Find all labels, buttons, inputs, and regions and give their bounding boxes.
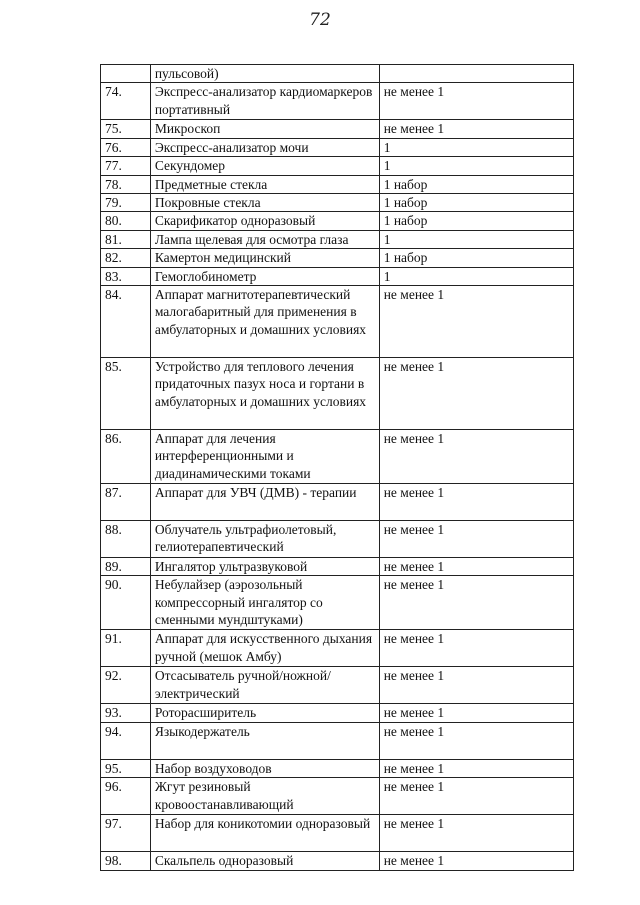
equipment-name: Камертон медицинский	[150, 249, 379, 267]
equipment-quantity: 1 набор	[379, 175, 573, 193]
row-number: 77.	[101, 157, 151, 175]
row-number: 85.	[101, 358, 151, 430]
equipment-quantity: 1	[379, 267, 573, 285]
equipment-name: Устройство для теплового лечения придаточных пазух носа и гортани в амбулаторных и домашних условиях	[150, 358, 379, 430]
table-row	[101, 194, 574, 212]
equipment-name: Отсасыватель ручной/ножной/электрический	[150, 667, 379, 704]
equipment-quantity: не менее 1	[379, 667, 573, 704]
row-number: 79.	[101, 194, 151, 212]
equipment-quantity: не менее 1	[379, 430, 573, 484]
row-number: 82.	[101, 249, 151, 267]
row-number: 86.	[101, 430, 151, 484]
row-number: 76.	[101, 138, 151, 156]
equipment-name: Небулайзер (аэрозольный компрессорный ингалятор со сменными мундштуками)	[150, 576, 379, 630]
row-number: 94.	[101, 722, 151, 759]
equipment-quantity: не менее 1	[379, 815, 573, 852]
row-number: 93.	[101, 704, 151, 722]
table-row	[101, 521, 574, 558]
table-row	[101, 722, 574, 759]
table-row	[101, 759, 574, 777]
equipment-name: Аппарат для искусственного дыхания ручной (мешок Амбу)	[150, 630, 379, 667]
table-row	[101, 358, 574, 430]
equipment-quantity: не менее 1	[379, 630, 573, 667]
equipment-table-body	[101, 65, 574, 871]
row-number: 84.	[101, 286, 151, 358]
table-row	[101, 157, 574, 175]
table-row	[101, 576, 574, 630]
equipment-name: Предметные стекла	[150, 175, 379, 193]
table-row	[101, 430, 574, 484]
equipment-quantity: не менее 1	[379, 286, 573, 358]
table-row	[101, 212, 574, 230]
equipment-quantity: не менее 1	[379, 704, 573, 722]
equipment-name: Экспресс-анализатор кардиомаркеров портативный	[150, 83, 379, 120]
row-number: 95.	[101, 759, 151, 777]
table-row	[101, 630, 574, 667]
equipment-name: Микроскоп	[150, 120, 379, 138]
equipment-quantity: не менее 1	[379, 521, 573, 558]
equipment-quantity	[379, 65, 573, 83]
equipment-name: Набор для коникотомии одноразовый	[150, 815, 379, 852]
row-number: 78.	[101, 175, 151, 193]
equipment-quantity: не менее 1	[379, 576, 573, 630]
equipment-quantity: не менее 1	[379, 852, 573, 870]
table-row	[101, 230, 574, 248]
equipment-quantity: не менее 1	[379, 722, 573, 759]
equipment-quantity: 1 набор	[379, 249, 573, 267]
row-number: 89.	[101, 558, 151, 576]
equipment-quantity: не менее 1	[379, 778, 573, 815]
table-row	[101, 286, 574, 358]
equipment-quantity: не менее 1	[379, 558, 573, 576]
table-row	[101, 484, 574, 521]
table-row	[101, 778, 574, 815]
table-row	[101, 815, 574, 852]
equipment-quantity: не менее 1	[379, 120, 573, 138]
equipment-quantity: 1	[379, 138, 573, 156]
equipment-name: Секундомер	[150, 157, 379, 175]
equipment-quantity: 1 набор	[379, 194, 573, 212]
equipment-name: Языкодержатель	[150, 722, 379, 759]
row-number: 83.	[101, 267, 151, 285]
equipment-name: Скальпель одноразовый	[150, 852, 379, 870]
table-row	[101, 558, 574, 576]
row-number: 90.	[101, 576, 151, 630]
equipment-name: Ингалятор ультразвуковой	[150, 558, 379, 576]
equipment-quantity: 1	[379, 230, 573, 248]
table-row	[101, 83, 574, 120]
row-number: 91.	[101, 630, 151, 667]
table-row	[101, 852, 574, 870]
table-row	[101, 175, 574, 193]
equipment-name: Аппарат магнитотерапевтический малогабаритный для применения в амбулаторных и домашних условиях	[150, 286, 379, 358]
equipment-name: Покровные стекла	[150, 194, 379, 212]
equipment-name: Аппарат для лечения интерференционными и диадинамическими токами	[150, 430, 379, 484]
row-number: 96.	[101, 778, 151, 815]
row-number: 81.	[101, 230, 151, 248]
row-number: 75.	[101, 120, 151, 138]
equipment-name: Лампа щелевая для осмотра глаза	[150, 230, 379, 248]
table-row	[101, 138, 574, 156]
equipment-quantity: 1 набор	[379, 212, 573, 230]
page-number: 72	[309, 10, 331, 30]
equipment-quantity: не менее 1	[379, 358, 573, 430]
equipment-name: Аппарат для УВЧ (ДМВ) - терапии	[150, 484, 379, 521]
table-row	[101, 667, 574, 704]
row-number: 74.	[101, 83, 151, 120]
row-number: 92.	[101, 667, 151, 704]
table-row	[101, 267, 574, 285]
row-number: 97.	[101, 815, 151, 852]
equipment-name: Роторасширитель	[150, 704, 379, 722]
equipment-quantity: не менее 1	[379, 759, 573, 777]
table-row	[101, 65, 574, 83]
equipment-quantity: не менее 1	[379, 83, 573, 120]
row-number: 80.	[101, 212, 151, 230]
row-number	[101, 65, 151, 83]
table-row	[101, 249, 574, 267]
row-number: 98.	[101, 852, 151, 870]
equipment-name: Набор воздуховодов	[150, 759, 379, 777]
equipment-name: Облучатель ультрафиолетовый, гелиотерапевтический	[150, 521, 379, 558]
equipment-name: Жгут резиновый кровоостанавливающий	[150, 778, 379, 815]
row-number: 88.	[101, 521, 151, 558]
equipment-table	[100, 64, 574, 871]
equipment-name: Экспресс-анализатор мочи	[150, 138, 379, 156]
equipment-quantity: не менее 1	[379, 484, 573, 521]
equipment-name: Гемоглобинометр	[150, 267, 379, 285]
equipment-name: Скарификатор одноразовый	[150, 212, 379, 230]
row-number: 87.	[101, 484, 151, 521]
equipment-quantity: 1	[379, 157, 573, 175]
table-row	[101, 704, 574, 722]
table-row	[101, 120, 574, 138]
equipment-name: пульсовой)	[150, 65, 379, 83]
